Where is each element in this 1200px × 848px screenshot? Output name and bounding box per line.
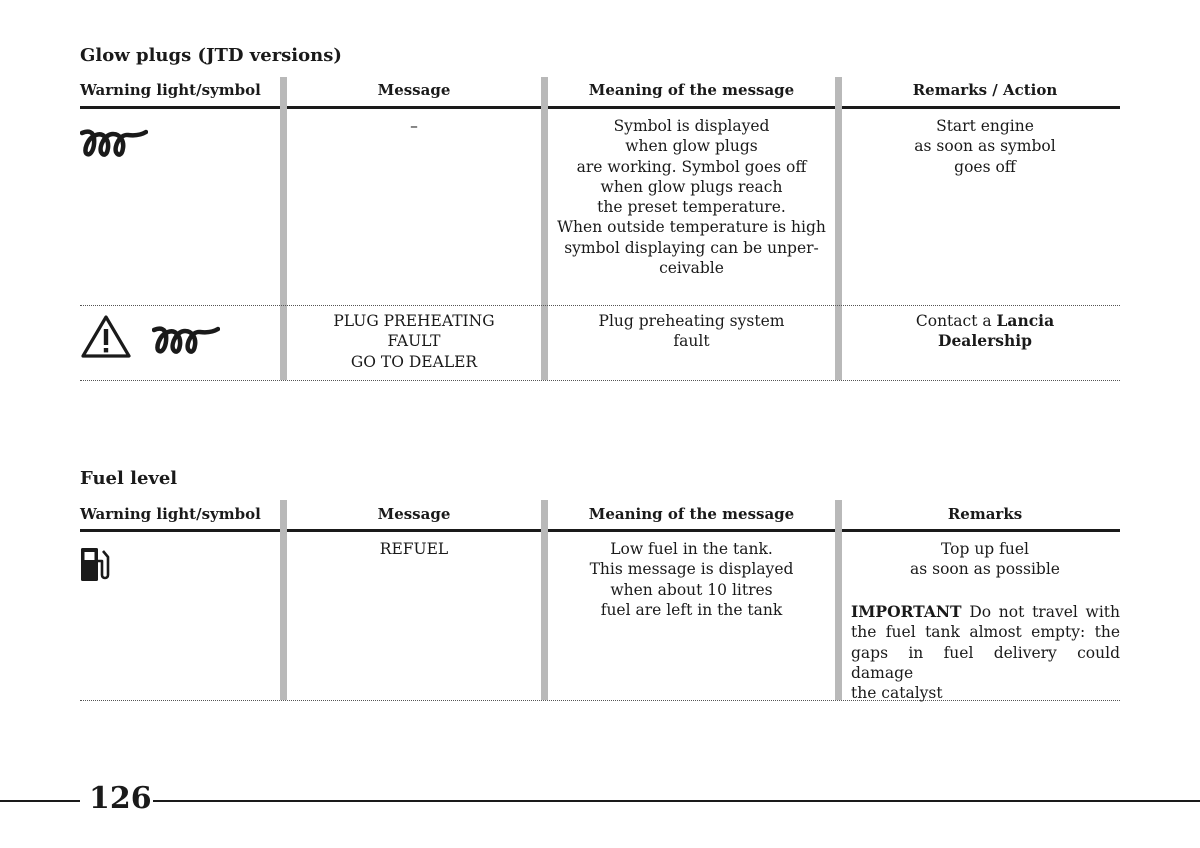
message-line: GO TO DEALER [350,352,478,371]
message-line: FAULT [387,332,441,351]
meaning-cell [548,116,835,278]
column-divider [541,500,548,700]
meaning-line: the preset temperature. [597,198,786,217]
remarks-line: as soon as possible [910,560,1060,579]
column-divider [280,500,287,700]
important-line: gaps in fuel delivery could damage [851,643,1120,682]
meaning-line: fuel are left in the tank [600,600,783,619]
page-footer-rule [153,800,1200,802]
remarks-line [842,311,1128,331]
glow-plug-icon [152,323,220,357]
remarks-cell [842,116,1128,177]
message-cell [287,116,541,136]
row-divider [80,305,1120,306]
column-divider [835,77,842,380]
meaning-line: Plug preheating system [598,312,785,330]
meaning-cell [548,539,835,620]
warning-triangle-icon [80,313,132,359]
important-label: IMPORTANT [851,602,962,621]
row-divider [80,700,1120,701]
header-remarks: Remarks / Action [912,81,1058,99]
fuel-pump-icon [80,547,110,583]
header-warning-light: Warning light/symbol [80,81,261,99]
message-line: REFUEL [379,540,449,558]
meaning-line: When outside temperature is high [557,218,826,237]
important-line: the fuel tank almost empty: the [851,623,1120,642]
header-message: Message [377,505,451,523]
message-line: PLUG PREHEATING [333,312,495,330]
meaning-cell [548,311,835,352]
header-meaning: Meaning of the message [588,81,795,99]
header-meaning: Meaning of the message [588,505,795,523]
remarks-text: Contact a [915,312,997,330]
dealer-brand: Lancia [996,311,1055,330]
remarks-line [842,331,1128,351]
meaning-line: when glow plugs reach [600,177,783,196]
header-warning-light: Warning light/symbol [80,505,261,523]
meaning-line: Low fuel in the tank. [610,540,773,558]
header-message: Message [377,81,451,99]
header-rule [80,106,1120,109]
remarks-line: goes off [954,157,1016,176]
message-line: – [410,117,418,135]
header-remarks: Remarks [947,505,1023,523]
section-title-fuel-level: Fuel level [80,468,178,489]
important-note [851,602,1120,703]
meaning-line: Symbol is displayed [613,117,770,135]
important-line: the catalyst [851,684,943,703]
remarks-cell [842,539,1128,580]
message-cell [287,539,541,559]
remarks-line: Start engine [936,117,1034,135]
message-cell [287,311,541,372]
important-text: Do not travel with [969,603,1120,621]
page-number: 126 [89,781,152,816]
column-divider [835,500,842,700]
dealership-label: Dealership [938,331,1032,351]
meaning-line: ceivable [659,259,724,278]
column-divider [280,77,287,380]
row-divider [80,380,1120,381]
section-title-glow-plugs: Glow plugs (JTD versions) [80,45,342,66]
remarks-cell [842,311,1128,352]
glow-plug-icon [80,126,148,160]
column-divider [541,77,548,380]
remarks-line: Top up fuel [941,540,1029,558]
meaning-line: This message is displayed [589,560,794,579]
header-rule [80,529,1120,532]
page-footer-rule [0,800,80,802]
meaning-line: are working. Symbol goes off [576,157,807,176]
meaning-line: symbol displaying can be unper- [564,238,819,257]
remarks-line: as soon as symbol [914,137,1056,156]
important-line [851,602,1120,622]
meaning-line: fault [673,332,710,351]
meaning-line: when glow plugs [625,137,758,156]
meaning-line: when about 10 litres [610,580,773,599]
